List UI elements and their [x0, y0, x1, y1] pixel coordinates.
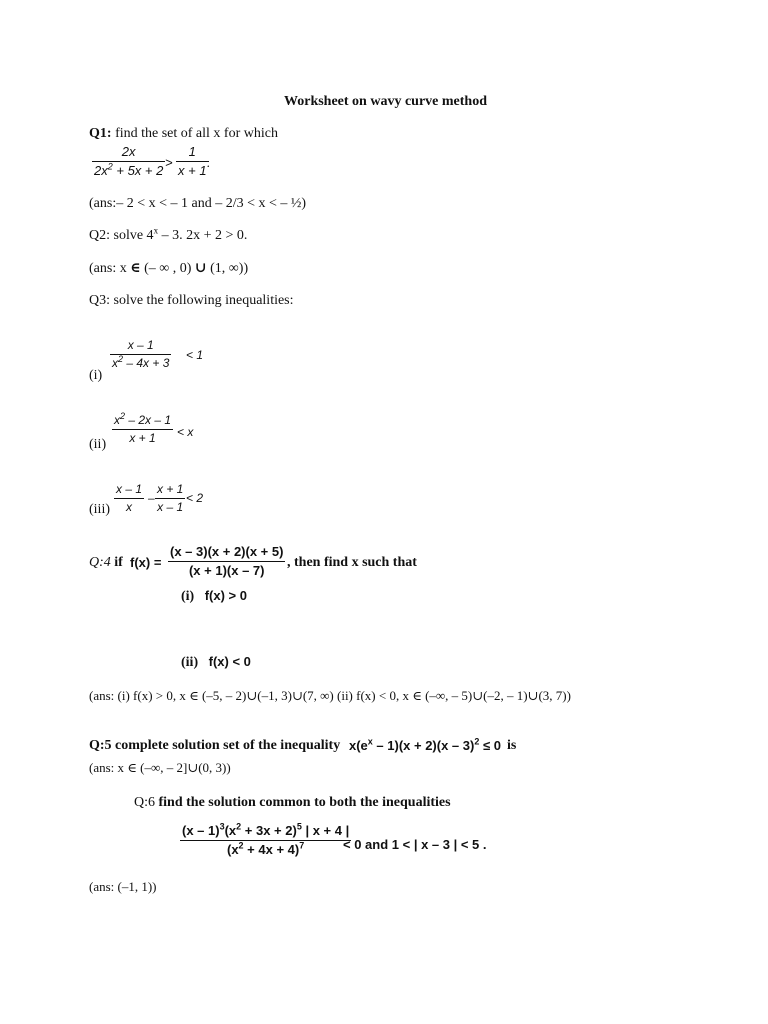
q5-answer: (ans: x ∈ (–∞, – 2]∪(0, 3)): [89, 760, 231, 775]
fraction-bar: [114, 498, 144, 499]
fraction-bar: [176, 161, 209, 162]
q5-is: is: [507, 738, 517, 753]
q3-iii-numerator-left: x – 1: [116, 482, 143, 496]
q4-part-i: [181, 589, 247, 604]
q2-text-a: Q2: solve 4: [89, 228, 154, 243]
q3-iii-denominator-left: x: [126, 499, 132, 514]
q6-denominator: $(x^2 + 4x + 4)^7$: [226, 840, 305, 857]
q5-expression: $x(e^x - 1)(x + 2)(x - 3)^2 \le 0$: [349, 736, 501, 753]
q4-tail: , then find x such that: [287, 555, 417, 570]
q4-i-expr: f(x) > 0: [204, 588, 247, 603]
element-of-icon: ∈: [130, 261, 141, 276]
q2-ans-c: (1, ∞)): [206, 261, 249, 276]
q5-question: Q:5 complete solution set of the inequality: [89, 738, 341, 753]
q1-relation: >: [165, 155, 173, 170]
q3-i-relation: < 1: [186, 348, 204, 362]
q4-part-ii: [181, 655, 251, 670]
q4-if: if: [114, 555, 123, 570]
q1-answer: (ans:– 2 < x < – 1 and – 2/3 < x < – ½): [89, 196, 307, 211]
q1-numerator-right: 1: [188, 144, 196, 159]
q2-question: Q2: solve 4$^x$ – 3. 2x + 2 > 0.: [89, 225, 248, 243]
q1-numerator-left: 2x: [121, 144, 136, 159]
q3-ii-label: (ii): [89, 437, 107, 452]
q6-label: Q:6: [134, 795, 155, 810]
q1-denominator-right: x + 1: [178, 162, 207, 178]
fraction-bar: [155, 498, 185, 499]
q6-text: find the solution common to both the inequalities: [158, 795, 451, 810]
q3-iii-minus: –: [148, 491, 155, 505]
q4-fraction: [168, 545, 285, 577]
q3-ii-denominator: x + 1: [129, 430, 156, 445]
q3-iii-fraction-left: [114, 483, 144, 513]
q3-i-label: (i): [89, 368, 103, 383]
q3-question: Q3: solve the following inequalities:: [89, 293, 294, 308]
fraction-bar: [168, 561, 285, 562]
q3-iii-relation: < 2: [186, 491, 204, 505]
q4-i-label: (i): [181, 589, 195, 604]
q6-fraction: [180, 821, 351, 857]
q4-ii-label: (ii): [181, 655, 199, 670]
q4-numerator: (x – 3)(x + 2)(x + 5): [170, 544, 284, 559]
q6-answer: (ans: (–1, 1)): [89, 879, 157, 894]
q1-text: find the set of all x for which: [115, 126, 278, 141]
fraction-bar: [112, 429, 173, 430]
q1-label: Q1:: [89, 126, 112, 141]
q3-iii-numerator-right: x + 1: [157, 482, 184, 496]
q6-numerator: $(x - 1)^3(x^2 + 3x + 2)^5$ | x + 4 |: [182, 821, 350, 838]
q3-iii-label: (iii): [89, 502, 110, 517]
q3-i-denominator: $x^2 - 4x + 3$: [112, 353, 170, 370]
q6-relation: < 0 and 1 < | x – 3 | < 5 .: [343, 837, 487, 852]
q4-denominator: (x + 1)(x – 7): [188, 562, 265, 578]
q1-dot: .: [207, 155, 211, 170]
q3-i-fraction: [110, 339, 171, 369]
q1-denominator-left: $2x^2 + 5x + 2$: [94, 161, 164, 178]
q3-iii-fraction-right: [155, 483, 185, 513]
q6-question: [134, 796, 451, 810]
page-title: Worksheet on wavy curve method: [284, 94, 487, 109]
q3-iii-denominator-right: x – 1: [157, 499, 184, 514]
q2-ans-a: (ans: x: [89, 261, 131, 276]
q4-prefix: [89, 556, 123, 570]
q3-i-numerator: x – 1: [127, 338, 154, 352]
fraction-bar: [180, 840, 351, 841]
union-icon: ∪: [194, 261, 207, 276]
q2-text-b: – 3. 2x + 2 > 0.: [158, 228, 248, 243]
q4-lhs: f(x) =: [130, 555, 162, 570]
q1-prompt: [89, 127, 278, 141]
q1-fraction-right: [176, 145, 209, 177]
q3-ii-fraction: [112, 411, 173, 445]
fraction-bar: [92, 161, 165, 162]
q1-fraction-left: [92, 145, 165, 177]
q4-answer: (ans: (i) f(x) > 0, x ∈ (–5, – 2)∪(–1, 3)∪(7, ∞) (ii) f(x) < 0, x ∈ (–∞, – 5)∪(–2, – 1)∪(3, 7)): [89, 688, 571, 703]
q2-ans-b: (– ∞ , 0): [140, 261, 195, 276]
q4-label: Q:4: [89, 555, 111, 570]
q3-ii-numerator: $x^2 - 2x - 1$: [114, 411, 172, 427]
q3-ii-relation: < x: [177, 425, 194, 439]
q2-answer: [89, 262, 248, 276]
q4-ii-expr: f(x) < 0: [208, 654, 251, 669]
